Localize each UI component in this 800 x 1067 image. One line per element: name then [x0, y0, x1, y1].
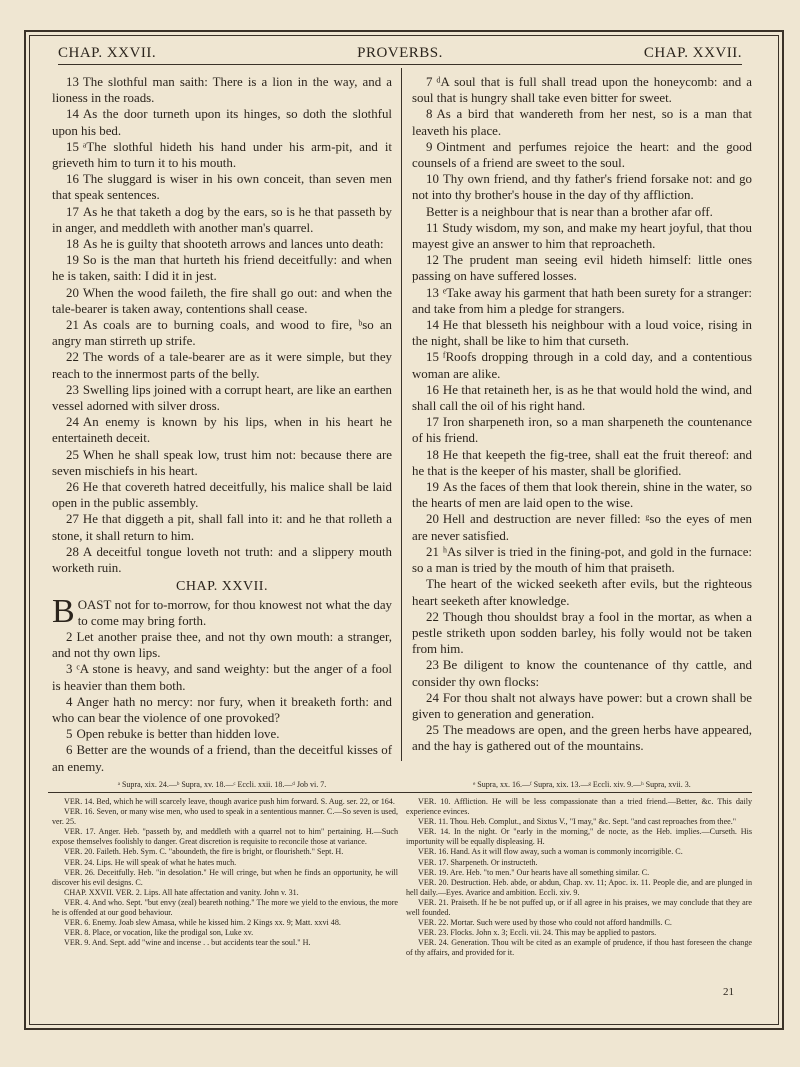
verse-text: ᵉTake away his garment that hath been surety for a stranger: and take from him a pledge for strangers. — [412, 285, 752, 316]
commentary-note: VER. 9. And. Sept. add "wine and incense . . but accidents tear the soul." H. — [64, 938, 311, 948]
commentary-note: VER. 8. Place, or vocation, like the prodigal son, Luke xv. — [64, 928, 254, 938]
verse-number: 10 — [426, 172, 439, 187]
commentary-note: CHAP. XXVII. VER. 2. Lips. All hate affectation and vanity. John v. 31. — [64, 887, 299, 897]
verse — [52, 629, 392, 661]
left-column — [52, 74, 392, 775]
chapter-heading: CHAP. XXVII. — [176, 579, 268, 595]
verse-number: 20 — [426, 512, 439, 527]
verse-number: 23 — [426, 658, 439, 673]
verse-number: 24 — [426, 690, 439, 705]
footnote-refs-right: ᵉ Supra, xx. 16.—ᶠ Supra, xix. 13.—ᵍ Eccli. xiv. 9.—ʰ Supra, xvii. 3. — [473, 780, 691, 789]
verse-text: As coals are to burning coals, and wood to fire, ᵇso an angry man stirreth up strife. — [52, 318, 392, 349]
header-left: CHAP. XXVII. — [58, 45, 157, 61]
verse — [52, 726, 392, 742]
verse — [412, 74, 752, 106]
verse — [52, 171, 392, 203]
verse-text: The prudent man seeing evil hideth himself: little ones passing on have suffered losses. — [412, 253, 752, 284]
verse — [412, 252, 752, 284]
verse — [52, 106, 392, 138]
verse-text: ᵈA soul that is full shall tread upon the honeycomb: and a soul that is hungry shall take even bitter for sweet. — [412, 75, 752, 106]
verse-text: Though thou shouldst bray a fool in the mortar, as when a pestle striketh upon sodden barley, his folly would not be taken from him. — [412, 609, 752, 657]
verse-text: An enemy is known by his lips, when in his heart he entertaineth deceit. — [52, 415, 392, 446]
verse — [52, 544, 392, 576]
commentary-note: VER. 22. Mortar. Such were used by those who could not afford handmills. C. — [418, 918, 672, 928]
commentary-note: VER. 19. Are. Heb. "to men." Our hearts have all something similar. C. — [418, 867, 650, 877]
commentary-note: VER. 17. Sharpeneth. Or instructeth. — [418, 857, 538, 867]
verse-text: He that blesseth his neighbour with a loud voice, rising in the night, shall be like to him that curseth. — [412, 318, 752, 349]
verse — [52, 204, 392, 236]
verse-text: Swelling lips joined with a corrupt heart, are like an earthen vessel adorned with silver dross. — [52, 382, 392, 414]
verse-text: He that covereth hatred deceitfully, his malice shall be laid open in the public assembly. — [52, 480, 392, 511]
verse-text: ʰAs silver is tried in the fining-pot, and gold in the furnace: so a man is tried by the mouth of him that praiseth. — [412, 544, 752, 576]
column-divider — [401, 68, 402, 761]
verse-number: 20 — [66, 285, 79, 300]
verse-number: 8 — [426, 107, 433, 122]
verse-number: 19 — [66, 253, 79, 268]
verse-text: He that keepeth the fig-tree, shall eat the fruit thereof: and he that is the keeper of his master, shall be glorified. — [412, 447, 752, 478]
commentary-note: VER. 6. Enemy. Joab slew Amasa, while he kissed him. 2 Kings xx. 9; Matt. xxvi 48. — [64, 918, 341, 928]
verse-number: 19 — [426, 480, 439, 495]
verse-number: 21 — [426, 544, 439, 559]
verse-number: 3 — [66, 662, 73, 677]
commentary-note: VER. 20. Faileth. Heb. Sym. C. "aboundeth, the fire is bright, or flourisheth." Sept. H. — [64, 847, 344, 857]
verse-text: The slothful man saith: There is a lion in the way, and a lioness in the roads. — [52, 75, 392, 106]
verse-number: 2 — [66, 629, 73, 644]
header-right: CHAP. XXVII. — [643, 45, 742, 61]
first-verse-text: OAST not for to-morrow, for thou knowest not what the day to come may bring forth. — [77, 597, 392, 628]
verse — [412, 690, 752, 722]
verse-number: 18 — [426, 447, 439, 462]
verse-text: Better is a neighbour that is near than a brother afar off. — [426, 204, 713, 219]
verse-number: 15 — [426, 350, 439, 365]
verse-number: 21 — [66, 318, 79, 333]
verse-text: Let another praise thee, and not thy own mouth: a stranger, and not thy own lips. — [52, 629, 392, 661]
verse — [52, 511, 392, 543]
verse — [412, 139, 752, 171]
verse — [412, 657, 752, 689]
commentary-note: VER. 10. Affliction. He will be less compassionate than a tried friend.—Better, &c. This daily experience evinces. — [406, 797, 752, 817]
verse-text: Hell and destruction are never filled: ᵍso the eyes of men are never satisfied. — [412, 512, 752, 543]
verse — [412, 609, 752, 658]
commentary-note: VER. 26. Deceitfully. Heb. "in desolation." He will cringe, but when he finds an opportunity, he will discover his evil designs. C. — [52, 867, 398, 887]
verse-text: ᶜA stone is heavy, and sand weighty: but the anger of a fool is heavier than them both. — [52, 662, 392, 693]
verse-text: A deceitful tongue loveth not truth: and a slippery mouth worketh ruin. — [52, 544, 392, 576]
verse-number: 16 — [426, 382, 439, 397]
verse-number: 4 — [66, 694, 73, 709]
right-column — [412, 74, 752, 755]
verse — [52, 382, 392, 414]
verse-number: 23 — [66, 382, 79, 397]
verse-number: 14 — [426, 318, 439, 333]
verse-text: The meadows are open, and the green herbs have appeared, and the hay is gathered out of the mountains. — [412, 723, 752, 754]
verse — [412, 285, 752, 317]
verse — [412, 447, 752, 479]
running-header — [58, 42, 742, 65]
verse — [52, 74, 392, 106]
verse-text: The sluggard is wiser in his own conceit, than seven men that speak sentences. — [52, 172, 392, 203]
verse — [52, 694, 392, 726]
verse — [412, 479, 752, 511]
verse — [412, 317, 752, 349]
verse — [412, 204, 752, 220]
verse-number: 28 — [66, 544, 79, 559]
verse — [52, 252, 392, 284]
verse-text: When the wood faileth, the fire shall go out: and when the tale-bearer is taken away, contentions shall cease. — [52, 285, 392, 316]
verse-text: For thou shalt not always have power: but a crown shall be given to generation and generation. — [412, 690, 752, 721]
verse-number: 12 — [426, 253, 439, 268]
verse-text: When he shall speak low, trust him not: because there are seven mischiefs in his heart. — [52, 447, 392, 478]
verse-text: As he that taketh a dog by the ears, so is he that passeth by in anger, and meddleth with another man's quarrel. — [52, 204, 392, 235]
verse-number: 6 — [66, 743, 73, 758]
commentary-note: VER. 24. Lips. He will speak of what he hates much. — [64, 857, 237, 867]
verse-number: 13 — [426, 285, 439, 300]
verse — [52, 414, 392, 446]
verse-text: Ointment and perfumes rejoice the heart: and the good counsels of a friend are sweet to the soul. — [412, 139, 752, 171]
commentary-note: VER. 23. Flocks. John x. 3; Eccli. vii. 24. This may be applied to pastors. — [418, 928, 657, 938]
verse-text: Open rebuke is better than hidden love. — [76, 727, 280, 742]
verse-text: As the faces of them that look therein, shine in the water, so the hearts of men are laid open to the wise. — [412, 480, 752, 511]
commentary-note: VER. 11. Thou. Heb. Complut., and Sixtus V., "I may," &c. Sept. "and cast reproaches from thee." — [418, 817, 737, 827]
verse-number: 7 — [426, 75, 433, 89]
header-title: PROVERBS. — [357, 45, 443, 61]
commentary-note: VER. 4. And who. Sept. "but envy (zeal) beareth nothing." The more we yield to the envious, the more he is offended at our good behaviour. — [52, 897, 398, 918]
commentary-note: VER. 14. Bed, which he will scarcely leave, though avarice push him forward. S. Aug. ser. 22, or 164. — [64, 797, 395, 806]
verse-number: 17 — [66, 204, 79, 219]
verse-number: 13 — [66, 75, 79, 89]
verse-number: 25 — [426, 723, 439, 738]
commentary-note: VER. 21. Praiseth. If he be not puffed up, or if all agree in his praises, we may conclude that they are well founded. — [406, 897, 752, 918]
commentary-note: VER. 20. Destruction. Heb. abde, or abdun, Chap. xv. 11; Apoc. ix. 11. People die, and are plunged in hell daily.—Eyes. Avarice and ambition. Eccli. xiv. 9. — [406, 877, 752, 897]
drop-cap: B — [52, 592, 75, 630]
verse-number: 17 — [426, 415, 439, 430]
verse — [52, 236, 392, 252]
verse — [412, 382, 752, 414]
verse — [52, 447, 392, 479]
verse-number: 25 — [66, 447, 79, 462]
verse-number: 27 — [66, 512, 79, 527]
verse — [52, 661, 392, 693]
verse-number: 24 — [66, 415, 79, 430]
verse-text: So is the man that hurteth his friend deceitfully: and when he is taken, saith: I did it in jest. — [52, 253, 392, 284]
verse-number: 9 — [426, 139, 433, 154]
notes-left — [52, 797, 398, 948]
verse — [52, 317, 392, 349]
chapter-first-verse — [52, 592, 392, 630]
verse-text: Be diligent to know the countenance of thy cattle, and consider thy own flocks: — [412, 658, 752, 689]
verse — [412, 220, 752, 252]
verse-text: Anger hath no mercy: nor fury, when it breaketh forth: and who can bear the violence of one provoked? — [52, 694, 392, 725]
verse-text: The heart of the wicked seeketh after evils, but the righteous heart seeketh after knowledge. — [412, 577, 752, 608]
verse — [52, 285, 392, 317]
commentary-note: VER. 24. Generation. Thou wilt be cited as an example of prudence, if thou hast foreseen the change of thy affairs, and provided for it. — [406, 938, 752, 958]
verse — [412, 106, 752, 138]
verse-text: Thy own friend, and thy father's friend forsake not: and go not into thy brother's house in the day of thy affliction. — [412, 172, 752, 203]
notes-separator — [48, 792, 752, 793]
verse-number: 22 — [66, 350, 79, 365]
verse-number: 15 — [66, 139, 79, 154]
verse-text: He that retaineth her, is as he that would hold the wind, and shall call the oil of his right hand. — [412, 382, 752, 414]
verse-text: The words of a tale-bearer are as it were simple, but they reach to the innermost parts of the belly. — [52, 350, 392, 381]
footnote-refs-left: ᵃ Supra, xix. 24.—ᵇ Supra, xv. 18.—ᶜ Eccli. xxii. 18.—ᵈ Job vi. 7. — [117, 780, 327, 789]
verse-text: ᵃThe slothful hideth his hand under his arm-pit, and it grieveth him to turn it to his mouth. — [52, 139, 392, 171]
verse-number: 18 — [66, 237, 79, 252]
verse-number: 16 — [66, 172, 79, 187]
verse-text: As the door turneth upon its hinges, so doth the slothful upon his bed. — [52, 107, 392, 138]
verse — [412, 722, 752, 754]
verse-text: Better are the wounds of a friend, than the deceitful kisses of an enemy. — [52, 743, 392, 774]
verse — [412, 349, 752, 381]
verse — [412, 544, 752, 576]
verse — [52, 742, 392, 774]
verse — [412, 171, 752, 203]
verse-text: As a bird that wandereth from her nest, so is a man that leaveth his place. — [412, 107, 752, 138]
verse-number: 14 — [66, 107, 79, 122]
verse-text: He that diggeth a pit, shall fall into it: and he that rolleth a stone, it shall return to him. — [52, 512, 392, 543]
verse-text: Study wisdom, my son, and make my heart joyful, that thou mayest give an answer to him that reproacheth. — [412, 220, 752, 252]
verse — [412, 576, 752, 608]
verse-text: ᶠRoofs dropping through in a cold day, and a contentious woman are alike. — [412, 350, 752, 381]
verse — [52, 479, 392, 511]
verse-text: Iron sharpeneth iron, so a man sharpeneth the countenance of his friend. — [412, 415, 752, 446]
commentary-note: VER. 14. In the night. Or "early in the morning," de nocte, as the Heb. implies.—Curseth. His importunity will be equally displeasing. H. — [406, 827, 752, 847]
verse-text: As he is guilty that shooteth arrows and lances unto death: — [82, 237, 384, 252]
verse-number: 26 — [66, 480, 79, 495]
verse-number: 22 — [426, 609, 439, 624]
commentary-note: VER. 16. Hand. As it will flow away, such a woman is commonly incorrigible. C. — [418, 847, 683, 857]
verse — [412, 414, 752, 446]
verse-number: 11 — [426, 220, 439, 235]
page-number: 21 — [723, 986, 734, 998]
commentary-note: VER. 16. Seven, or many wise men, who used to speak in a sententious manner. C.—So seven is used, ver. 25. — [52, 807, 398, 827]
commentary-note: VER. 17. Anger. Heb. "passeth by, and meddleth with a quarrel not to him" pertaining. H.—Such expose themselves foolishly to danger. Great discretion is requisite to reconcile those at variance. — [52, 827, 398, 847]
notes-right — [406, 797, 752, 959]
verse — [412, 511, 752, 543]
verse — [52, 139, 392, 171]
verse-number: 5 — [66, 727, 73, 742]
verse — [52, 349, 392, 381]
